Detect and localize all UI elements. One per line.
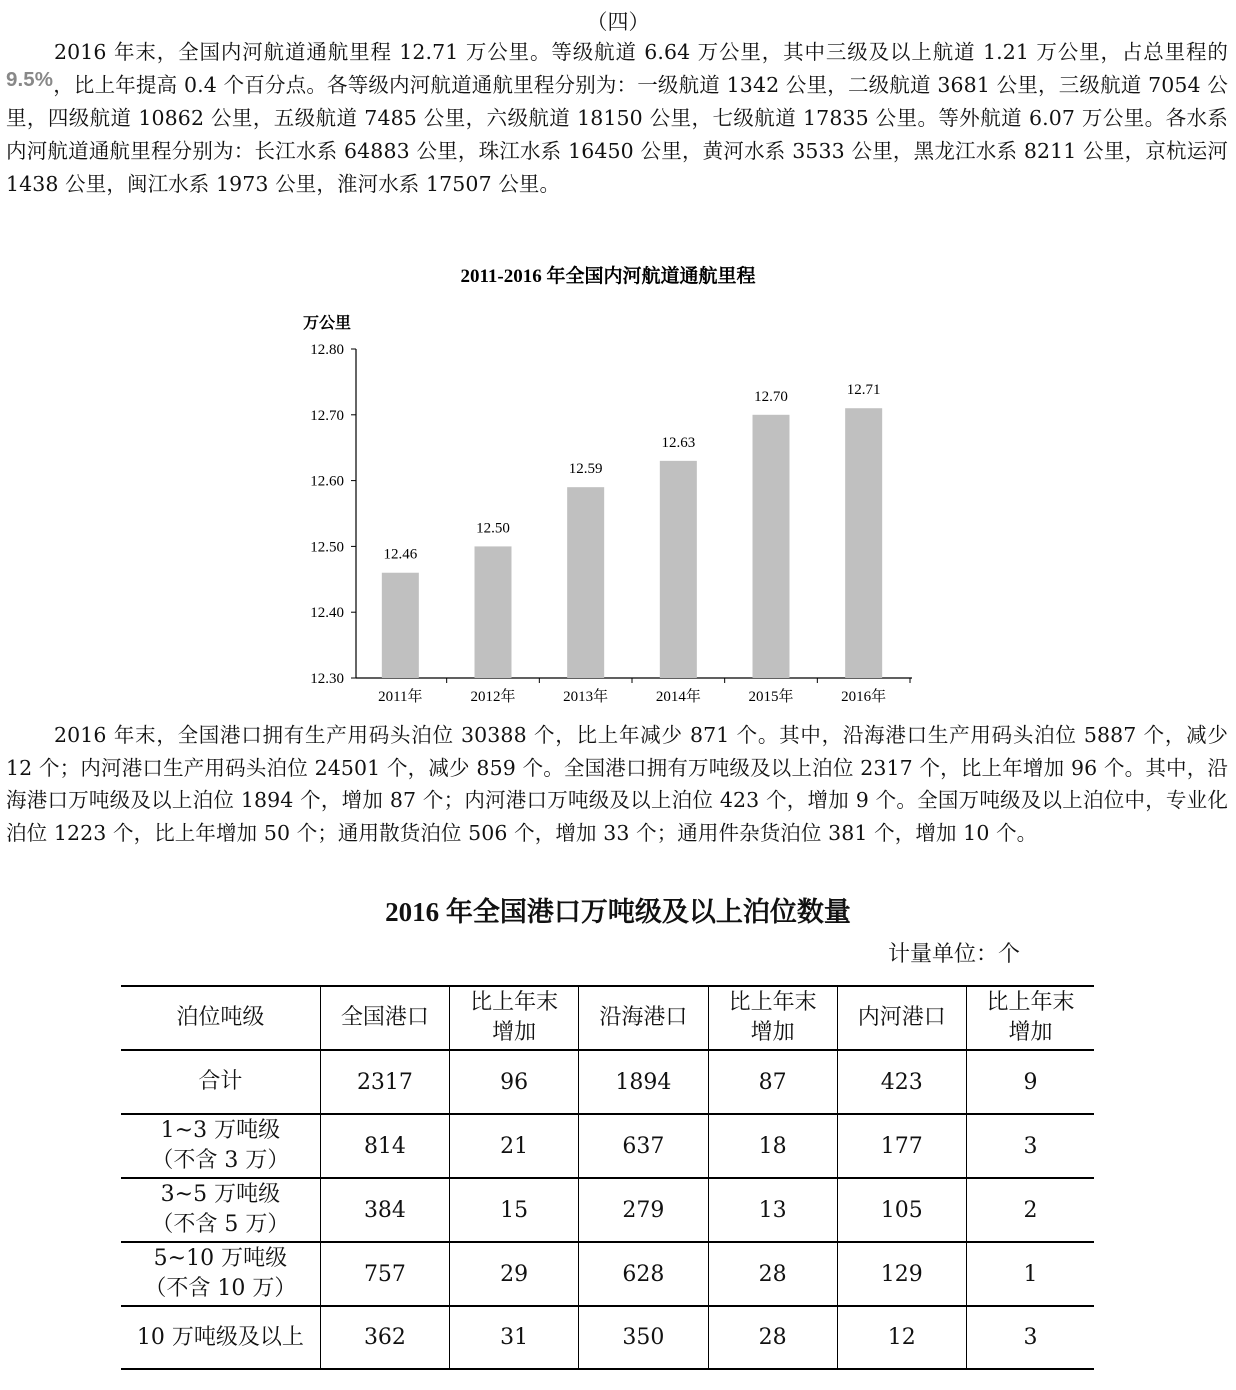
chart-y-tick-label: 12.50 bbox=[310, 539, 344, 556]
berth-table bbox=[121, 985, 1094, 1370]
table-cell: 814 bbox=[320, 1114, 449, 1178]
table-row bbox=[121, 1178, 1094, 1242]
paragraph-waterway bbox=[6, 36, 1228, 201]
chart-y-axis-label: 万公里 bbox=[302, 315, 352, 332]
table-cell: 21 bbox=[450, 1114, 579, 1178]
table-cell: 3 bbox=[966, 1114, 1094, 1178]
chart-x-tick-label: 2012年 bbox=[470, 689, 516, 705]
table-cell: 279 bbox=[579, 1178, 708, 1242]
table-cell: 87 bbox=[708, 1050, 837, 1114]
table-header-text: 比上年末 bbox=[986, 990, 1075, 1015]
paragraph-berths: 2016 年末，全国港口拥有生产用码头泊位 30388 个，比上年减少 871 个。其中，沿海港口生产用码头泊位 5887 个，减少 12 个；内河港口生产用码头泊位 24501 个，减少 859 个。全国港口拥有万吨级及以上泊位 2317 个，比上年增加 96 个。其中，沿海港口万吨级及以上泊位 1894 个，增加 87 个；内河港口万吨级及以上泊位 423 个，增加 9 个。全国万吨级及以上泊位中，专业化泊位 1223 个，比上年增加 50 个；通用散货泊位 506 个，增加 33 个；通用件杂货泊位 381 个，增加 10 个。 bbox=[6, 723, 1228, 845]
table-header-text: 增加 bbox=[1008, 1020, 1053, 1045]
chart-bar-value-label: 12.71 bbox=[846, 382, 881, 399]
table-cell: 757 bbox=[320, 1242, 449, 1306]
table-cell: 177 bbox=[837, 1114, 966, 1178]
berth-class-cell bbox=[121, 1050, 320, 1114]
chart-y-tick-label: 12.70 bbox=[310, 407, 344, 424]
bar-chart bbox=[290, 258, 930, 718]
table-cell: 423 bbox=[837, 1050, 966, 1114]
berth-class-label: （不含 10 万） bbox=[144, 1276, 297, 1301]
table-cell: 362 bbox=[320, 1306, 449, 1369]
chart-y-tick-label: 12.60 bbox=[310, 473, 344, 490]
table-cell: 129 bbox=[837, 1242, 966, 1306]
berth-class-cell bbox=[121, 1114, 320, 1178]
table-header-text: 比上年末 bbox=[470, 990, 559, 1015]
bar-chart-svg bbox=[290, 258, 930, 718]
chart-bar bbox=[753, 415, 790, 678]
table-cell: 1894 bbox=[579, 1050, 708, 1114]
table-header-cell bbox=[320, 986, 449, 1050]
table-header-text: 泊位吨级 bbox=[176, 1005, 265, 1030]
table-cell: 28 bbox=[708, 1306, 837, 1369]
chart-bar-value-label: 12.50 bbox=[476, 520, 510, 537]
paragraph-waterway-after: ，比上年提高 0.4 个百分点。各等级内河航道通航里程分别为：一级航道 1342 公里，二级航道 3681 公里，三级航道 7054 公里，四级航道 10862 公里，五级航道 7485 公里，六级航道 18150 公里，七级航道 17835 公里。等外航道 6.07 万公里。各水系内河航道通航里程分别为：长江水系 64883 公里，珠江水系 16450 公里，黄河水系 3533 公里，黑龙江水系 8211 公里，京杭运河 1438 公里，闽江水系 1973 公里，淮河水系 17507 公里。 bbox=[6, 73, 1228, 196]
chart-title: 2011-2016 年全国内河航道通航里程 bbox=[460, 266, 756, 287]
table-cell: 3 bbox=[966, 1306, 1094, 1369]
table-cell: 31 bbox=[450, 1306, 579, 1369]
chart-y-tick-label: 12.80 bbox=[310, 342, 344, 358]
table-header-cell bbox=[121, 986, 320, 1050]
berth-class-cell bbox=[121, 1242, 320, 1306]
berth-class-label: 3~5 万吨级 bbox=[160, 1182, 281, 1207]
chart-bar-value-label: 12.70 bbox=[754, 388, 788, 405]
table-cell: 2 bbox=[966, 1178, 1094, 1242]
berth-class-label: 合计 bbox=[198, 1069, 243, 1094]
berth-class-label: （不含 5 万） bbox=[151, 1212, 290, 1237]
chart-bar bbox=[660, 461, 697, 678]
table-header-text: 内河港口 bbox=[857, 1005, 946, 1030]
table-cell: 350 bbox=[579, 1306, 708, 1369]
table-cell: 12 bbox=[837, 1306, 966, 1369]
table-cell: 628 bbox=[579, 1242, 708, 1306]
paragraph-waterway-before: 2016 年末，全国内河航道通航里程 12.71 万公里。等级航道 6.64 万公里，其中三级及以上航道 1.21 万公里，占总里程的 bbox=[54, 40, 1228, 64]
section-heading: （四） bbox=[586, 10, 650, 34]
table-cell: 13 bbox=[708, 1178, 837, 1242]
table-header-text: 增加 bbox=[492, 1020, 537, 1045]
chart-y-tick-label: 12.40 bbox=[310, 605, 344, 622]
chart-x-tick-label: 2011年 bbox=[378, 689, 423, 705]
table-header-cell bbox=[450, 986, 579, 1050]
chart-x-tick-label: 2013年 bbox=[563, 689, 609, 705]
table-row bbox=[121, 1050, 1094, 1114]
table-cell: 18 bbox=[708, 1114, 837, 1178]
table-header-text: 全国港口 bbox=[340, 1005, 429, 1030]
table-title: 2016 年全国港口万吨级及以上泊位数量 bbox=[385, 897, 851, 927]
berth-class-cell bbox=[121, 1306, 320, 1369]
table-cell: 384 bbox=[320, 1178, 449, 1242]
berth-class-label: 1~3 万吨级 bbox=[160, 1118, 281, 1143]
berth-class-label: （不含 3 万） bbox=[151, 1148, 290, 1173]
table-body bbox=[121, 1050, 1094, 1369]
table-header-text: 增加 bbox=[750, 1020, 795, 1045]
chart-bar-value-label: 12.63 bbox=[661, 434, 696, 451]
table-cell: 15 bbox=[450, 1178, 579, 1242]
chart-bar-value-label: 12.59 bbox=[568, 461, 603, 478]
berth-class-label: 5~10 万吨级 bbox=[153, 1246, 288, 1271]
chart-bar bbox=[382, 573, 419, 678]
chart-bar bbox=[567, 487, 604, 678]
table-cell: 96 bbox=[450, 1050, 579, 1114]
table-header-row bbox=[121, 986, 1094, 1050]
berth-class-label: 10 万吨级及以上 bbox=[136, 1324, 304, 1350]
table-cell: 28 bbox=[708, 1242, 837, 1306]
table-unit: 计量单位：个 bbox=[888, 942, 1021, 967]
table-cell: 105 bbox=[837, 1178, 966, 1242]
chart-x-tick-label: 2015年 bbox=[748, 689, 794, 705]
chart-y-tick-label: 12.30 bbox=[310, 671, 344, 687]
highlighted-percentage: 9.5% bbox=[6, 68, 54, 91]
table-row bbox=[121, 1242, 1094, 1306]
table-header-cell bbox=[837, 986, 966, 1050]
table-cell: 2317 bbox=[320, 1050, 449, 1114]
table-row bbox=[121, 1306, 1094, 1369]
table-cell: 1 bbox=[966, 1242, 1094, 1306]
table-cell: 637 bbox=[579, 1114, 708, 1178]
table-header-cell bbox=[708, 986, 837, 1050]
table-row bbox=[121, 1114, 1094, 1178]
berth-class-cell bbox=[121, 1178, 320, 1242]
table-header-text: 沿海港口 bbox=[599, 1005, 688, 1030]
table-cell: 29 bbox=[450, 1242, 579, 1306]
table-header-cell bbox=[966, 986, 1094, 1050]
chart-bar-value-label: 12.46 bbox=[383, 546, 418, 563]
chart-bar bbox=[845, 408, 882, 678]
table-header-cell bbox=[579, 986, 708, 1050]
table-cell: 9 bbox=[966, 1050, 1094, 1114]
table-header-text: 比上年末 bbox=[728, 990, 817, 1015]
chart-x-tick-label: 2014年 bbox=[655, 689, 701, 705]
chart-x-tick-label: 2016年 bbox=[841, 689, 887, 705]
chart-bar bbox=[475, 546, 512, 678]
